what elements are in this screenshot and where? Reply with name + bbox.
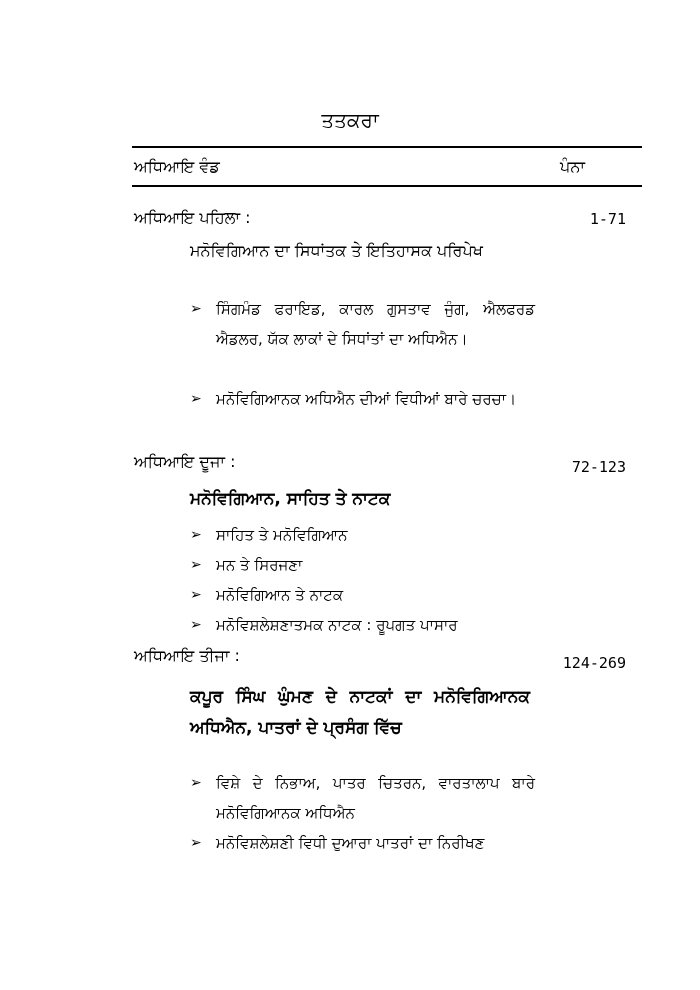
item-text: ਮਨੋਵਿਸ਼ਲੇਸ਼ਣਾਤਮਕ ਨਾਟਕ : ਰੂਪਗਤ ਪਾਸਾਰ [216,616,458,634]
chapter-1-item-2 [190,384,535,414]
chapter-1-title: ਮਨੋਵਿਗਿਆਨ ਦਾ ਸਿਧਾਂਤਕ ਤੇ ਇਤਿਹਾਸਕ ਪਰਿਪੇਖ [190,241,483,260]
item-text: ਮਨ ਤੇ ਸਿਰਜਣਾ [216,556,303,574]
bullet-arrow-icon: ➢ [190,391,202,407]
bullet-arrow-icon: ➢ [190,527,202,543]
page-title: ਤਤਕਰਾ [321,108,379,132]
chapter-3-title: ਕਪੂਰ ਸਿੰਘ ਘੁੰਮਣ ਦੇ ਨਾਟਕਾਂ ਦਾ ਮਨੋਵਿਗਿਆਨਕ ਅਧਿਐਨ, ਪਾਤਰਾਂ ਦੇ ਪ੍ਰਸੰਗ ਵਿੱਚ [190,687,530,738]
chapter-2-item-3 [190,580,535,610]
chapter-3-pages: 124-269 [562,654,626,672]
chapter-2-item-4 [190,610,535,640]
item-text: ਮਨੋਵਿਗਿਆਨਕ ਅਧਿਐਨ ਦੀਆਂ ਵਿਧੀਆਂ ਬਾਰੇ ਚਰਚਾ। [216,390,517,408]
bullet-arrow-icon: ➢ [190,617,202,633]
chapter-2-pages: 72-123 [571,458,626,476]
header-bottom-rule [132,185,642,187]
chapter-2-item-2 [190,550,535,580]
chapter-1-item-1 [190,294,535,354]
item-text: ਵਿਸ਼ੇ ਦੇ ਨਿਭਾਅ, ਪਾਤਰ ਚਿਤਰਨ, ਵਾਰਤਾਲਾਪ ਬਾਰੇ ਮਨੋਵਿਗਿਆਨਕ ਅਧਿਐਨ [216,774,535,822]
item-text: ਮਨੋਵਿਗਿਆਨ ਤੇ ਨਾਟਕ [216,586,344,604]
chapter-1-heading: ਅਧਿਆਇ ਪਹਿਲਾ : [134,208,251,227]
chapter-2-title: ਮਨੋਵਿਗਿਆਨ, ਸਾਹਿਤ ਤੇ ਨਾਟਕ [190,489,391,509]
chapter-3-item-1 [190,768,535,828]
header-chapter-label: ਅਧਿਆਇ ਵੰਡ [134,157,220,176]
item-text: ਸਾਹਿਤ ਤੇ ਮਨੋਵਿਗਿਆਨ [216,526,348,544]
item-text: ਸਿੰਗਮੰਡ ਫਰਾਇਡ, ਕਾਰਲ ਗੁਸਤਾਵ ਜੁੰਗ, ਐਲਫਰਡ ਐਡਲਰ, ਯੱਕ ਲਾਕਾਂ ਦੇ ਸਿਧਾਂਤਾਂ ਦਾ ਅਧਿਐਨ। [216,300,535,348]
header-top-rule [132,146,642,148]
item-text: ਮਨੋਵਿਸ਼ਲੇਸ਼ਣੀ ਵਿਧੀ ਦੁਆਰਾ ਪਾਤਰਾਂ ਦਾ ਨਿਰੀਖਣ [216,834,485,852]
bullet-arrow-icon: ➢ [190,587,202,603]
bullet-arrow-icon: ➢ [190,557,202,573]
chapter-3-heading: ਅਧਿਆਇ ਤੀਜਾ : [134,646,240,665]
bullet-arrow-icon: ➢ [190,835,202,851]
chapter-2-item-1 [190,520,535,550]
header-page-label: ਪੰਨਾ [560,157,585,176]
chapter-1-pages: 1-71 [589,210,626,228]
bullet-arrow-icon: ➢ [190,775,202,791]
chapter-3-item-2 [190,828,535,858]
bullet-arrow-icon: ➢ [190,301,202,317]
chapter-2-heading: ਅਧਿਆਇ ਦੂਜਾ : [134,452,236,471]
